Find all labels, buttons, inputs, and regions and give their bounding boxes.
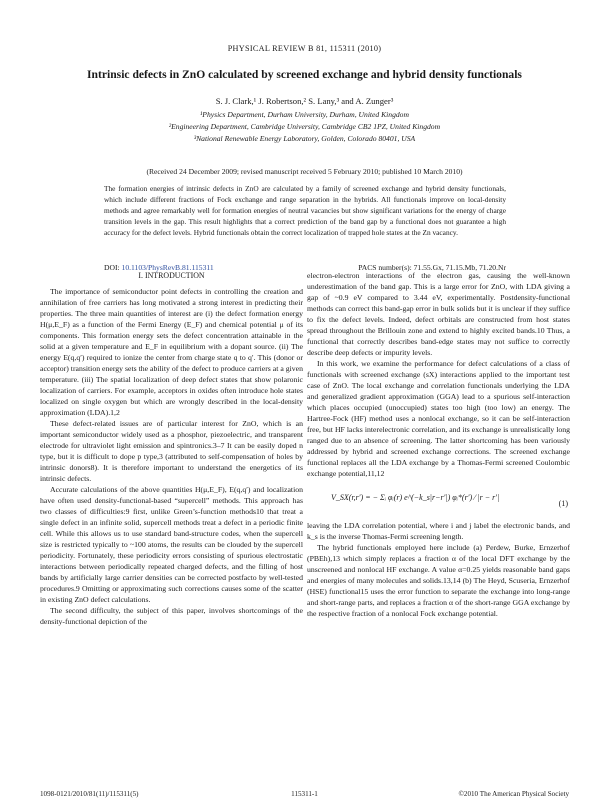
footer-copyright: ©2010 The American Physical Society — [458, 790, 569, 798]
paragraph: In this work, we examine the performance for defect calculations of a class of functionals with screened exchange (sX) interactions applied to the important test case of ZnO. The local exchange and correlation functionals underlying the LDA and generalized gradient approximation (GGA) lead to a spurious self-interaction which places occupied (unoccupied) states too high (too low) an energy. The Hartree-Fock (HF) method uses a nonlocal exchange, so it can be self-interaction free, but HF lacks interelectronic correlation, and its exchange is unrealistically long ranged due to an absence of screening. The latter shortcoming has been variously addressed by hybrid and screened exchange corrections. The screened exchange functional replaces all the LDA exchange by a Thomas-Fermi screened Coulombic exchange potential,11,12 — [307, 359, 570, 478]
footer-page-number: 115311-1 — [291, 790, 318, 798]
doi-link[interactable]: 10.1103/PhysRevB.81.115311 — [121, 263, 214, 272]
equation-body — [331, 492, 499, 503]
pacs-numbers: PACS number(s): 71.55.Gx, 71.15.Mb, 71.20.Nr — [358, 263, 506, 272]
paragraph: leaving the LDA correlation potential, where i and j label the electronic bands, and k_s is the inverse Thomas-Fermi screening length. — [307, 521, 570, 541]
paragraph: electron-electron interactions of the electron gas, causing the well-known underestimation of the band gap. This is a large error for ZnO, with LDA giving a gap of ~0.9 eV compared to 3.44 eV, experimentally. Postdensity-functional methods can correct this band-gap error in bulk solids but it is unclear if they suffice to fix the defect levels. Indeed, defect orbitals are constructed from host states spread throughout the Brillouin zone and extend to highly excited bands.10 Thus, a functional that correctly describes band-edge states may not suffice to correctly describe deep defects or impurity levels. — [307, 271, 570, 357]
affiliation-1: ¹Physics Department, Durham University, Durham, United Kingdom — [200, 110, 409, 119]
received-dates: (Received 24 December 2009; revised manuscript received 5 February 2010; published 10 March 2010) — [146, 167, 463, 176]
left-column — [40, 270, 303, 627]
running-head: PHYSICAL REVIEW B 81, 115311 (2010) — [227, 44, 382, 53]
doi-label: DOI: — [104, 263, 120, 272]
right-column — [307, 270, 570, 619]
author-list: S. J. Clark,¹ J. Robertson,² S. Lany,³ and A. Zunger³ — [215, 96, 394, 106]
equation-rhs: Σᵢ φᵢ(r) e^(−k_s|r−r′|) φᵢ*(r′) ⁄ |r − r′| — [380, 493, 500, 502]
paragraph: These defect-related issues are of particular interest for ZnO, which is an important semiconductor widely used as a phosphor, piezoelectric, and transparent electrode for ultraviolet light emission and spintronics.3–7 It can be easily doped n type, but it is difficult to dope p type,3 (attributed to self-compensation of holes by intrinsic donors8). It is therefore important to understand the energetics of its intrinsic defects. — [40, 419, 303, 483]
equation-number: (1) — [558, 499, 568, 508]
paragraph: Accurate calculations of the above quantities H(μ,E_F), E(q,q′) and localization have often used density-functional-based “supercell” methods. This approach has two classes of difficulties:9 first, unlike Green’s-function methods10 that treat a single defect in an infinite solid, supercell methods treat a defect in a periodic finite cell. While this allows us to use standard band-structure codes, when the supercell size is restricted typically to ~100 atoms, the results can be clouded by the supercell periodicity. Fortunately, these periodicity errors consisting of spurious electrostatic interactions between periodically repeated charged defects, and the filling of host bands by artificially large carrier densities can be corrected postfacto by well-tested procedures.9 Omitting or approximating such corrections causes some of the scatter in existing ZnO defect calculations. — [40, 485, 303, 604]
section-heading: I. INTRODUCTION — [138, 271, 205, 280]
footer-issn: 1098-0121/2010/81(11)/115311(5) — [40, 790, 139, 798]
equation-1 — [307, 486, 570, 516]
paragraph: The importance of semiconductor point defects in controlling the creation and annihilation of free carriers has long motivated a strong interest in predicting their properties. The three main quantities of interest are (i) the defect formation energy H(μ,E_F) as a function of the Fermi Energy (E_F) and chemical potential μ of its components. This formation energy sets the defect concentration attainable in the solid at a given temperature and E_F in equilibrium with a dopant source. (ii) The energy E(q,q′) required to ionize the center from charge state q to q′. This (donor or acceptor) transition energy sets the ability of the defect to produce carriers at a given temperature. (iii) The spatial localization of deep defect states that show polaronic localization of carriers. For example, acceptors in oxides often introduce hole states localized on single oxygen but which are wrongly described in the local-density approximation (LDA).1,2 — [40, 287, 303, 417]
equation-lhs: V_SX(r,r′) = − — [331, 493, 378, 502]
affiliation-2: ²Engineering Department, Cambridge University, Cambridge CB2 1PZ, United Kingdom — [168, 122, 441, 131]
affiliation-3: ³National Renewable Energy Laboratory, Golden, Colorado 80401, USA — [193, 134, 416, 143]
paragraph: The second difficulty, the subject of this paper, involves shortcomings of the density-functional depiction of the — [40, 606, 303, 626]
abstract: The formation energies of intrinsic defects in ZnO are calculated by a family of screened exchange and hybrid density functionals, which include different fractions of Fock exchange and range separation in the hybrids. All functionals improve on local-density methods and agree remarkably well for formation energies of neutral vacancies but show significant variations for the energy of charge transition levels in the gap. This result highlights that a correct prediction of the band gap by a functional does not guarantee a high accuracy for the defect levels. Hybrid functionals obtain the correct localization of trapped hole states at the Zn vacancy. — [104, 184, 506, 238]
paper-title: Intrinsic defects in ZnO calculated by screened exchange and hybrid density functionals — [87, 68, 522, 81]
paragraph: The hybrid functionals employed here include (a) Perdew, Burke, Ernzerhof (PBEh),13 which simply replaces a fraction α of the local DFT exchange by the unscreened and nonlocal HF exchange. A value α=0.25 yields reasonable band gaps and energies of many molecules and solids.13,14 (b) The Heyd, Scuseria, Ernzerhof (HSE) functional15 uses the error function to separate the exchange into long-range and short-range parts, and replaces a fraction α of the short-range GGA exchange by the respective fraction of a nonlocal Fock exchange potential. — [307, 543, 570, 618]
